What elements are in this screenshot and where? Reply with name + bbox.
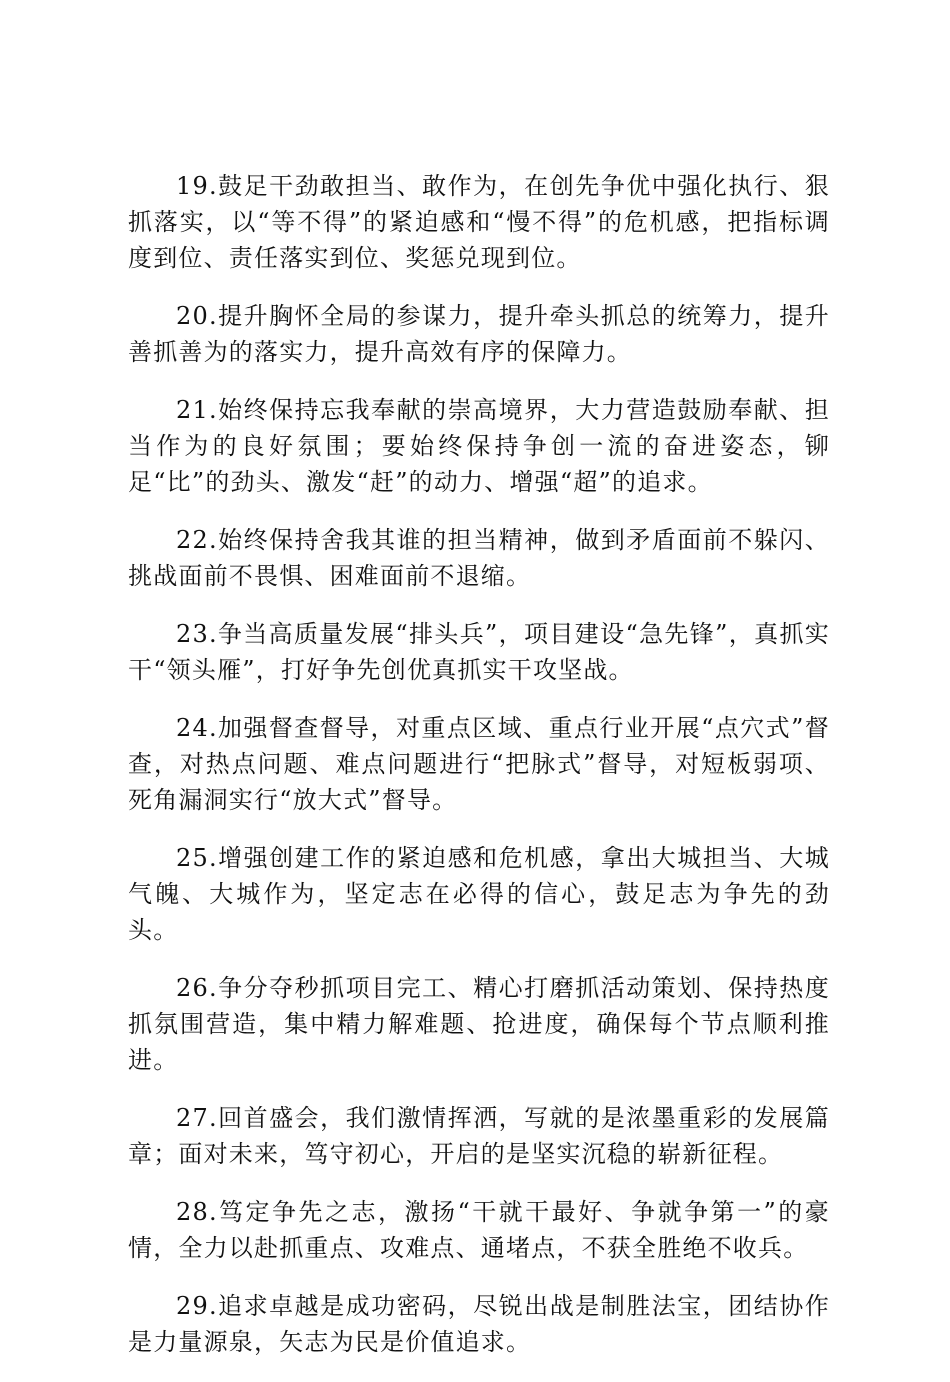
paragraph-22: 22.始终保持舍我其谁的担当精神，做到矛盾面前不躲闪、挑战面前不畏惧、困难面前不退缩。 (128, 526, 830, 590)
paragraph-21: 21.始终保持忘我奉献的崇高境界，大力营造鼓励奉献、担当作为的良好氛围；要始终保持争创一流的奋进姿态，铆足“比”的劲头、激发“赶”的动力、增强“超”的追求。 (128, 396, 830, 496)
paragraph-29: 29.追求卓越是成功密码，尽锐出战是制胜法宝，团结协作是力量源泉，矢志为民是价值追求。 (128, 1292, 830, 1356)
paragraph-27: 27.回首盛会，我们激情挥洒，写就的是浓墨重彩的发展篇章；面对未来，笃守初心，开启的是坚实沉稳的崭新征程。 (128, 1104, 830, 1168)
paragraph-26: 26.争分夺秒抓项目完工、精心打磨抓活动策划、保持热度抓氛围营造，集中精力解难题、抢进度，确保每个节点顺利推进。 (128, 974, 830, 1074)
paragraph-20: 20.提升胸怀全局的参谋力，提升牵头抓总的统筹力，提升善抓善为的落实力，提升高效有序的保障力。 (128, 302, 830, 366)
paragraph-28: 28.笃定争先之志，激扬“干就干最好、争就争第一”的豪情，全力以赴抓重点、攻难点、通堵点，不获全胜绝不收兵。 (128, 1198, 830, 1262)
paragraph-19: 19.鼓足干劲敢担当、敢作为，在创先争优中强化执行、狠抓落实，以“等不得”的紧迫感和“慢不得”的危机感，把指标调度到位、责任落实到位、奖惩兑现到位。 (128, 172, 830, 272)
paragraph-24: 24.加强督查督导，对重点区域、重点行业开展“点穴式”督查，对热点问题、难点问题进行“把脉式”督导，对短板弱项、死角漏洞实行“放大式”督导。 (128, 714, 830, 814)
document-body (128, 168, 830, 1382)
paragraph-25: 25.增强创建工作的紧迫感和危机感，拿出大城担当、大城气魄、大城作为，坚定志在必得的信心，鼓足志为争先的劲头。 (128, 844, 830, 944)
paragraph-23: 23.争当高质量发展“排头兵”，项目建设“急先锋”，真抓实干“领头雁”，打好争先创优真抓实干攻坚战。 (128, 620, 830, 684)
